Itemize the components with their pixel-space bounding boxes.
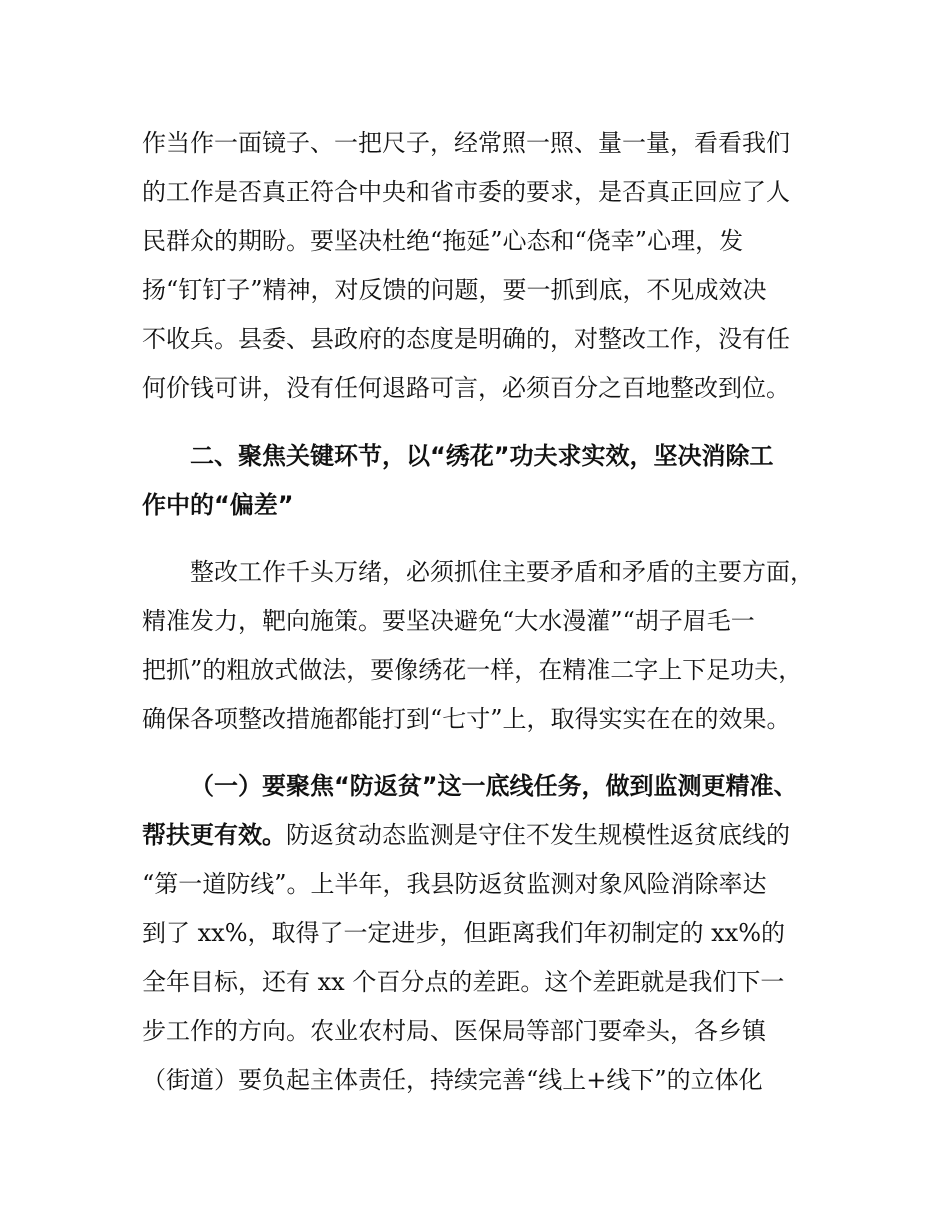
paragraph-3-line-1 [142, 817, 790, 853]
subsection-heading-tail: 帮扶更有效。 [142, 821, 286, 849]
paragraph-3-line-4: 全年目标，还有 xx 个百分点的差距。这个差距就是我们下一 [142, 968, 785, 996]
paragraph-3-line-2: “第一道防线”。上半年，我县防返贫监测对象风险消除率达 [142, 870, 767, 898]
paragraph-1-line-3: 民群众的期盼。要坚决杜绝“拖延”心态和“侥幸”心理，发 [142, 227, 744, 255]
section-heading-line-2: 作中的“偏差” [142, 491, 294, 519]
subsection-heading-line: （一）要聚焦“防返贫”这一底线任务，做到监测更精准、 [190, 772, 798, 800]
paragraph-3-line-5: 步工作的方向。农业农村局、医保局等部门要牵头，各乡镇 [142, 1017, 766, 1045]
paragraph-3-line-3: 到了 xx%，取得了一定进步，但距离我们年初制定的 xx%的 [142, 919, 786, 947]
paragraph-3-line-6: （街道）要负起主体责任，持续完善“线上+线下”的立体化 [142, 1066, 763, 1094]
paragraph-2-line-4: 确保各项整改措施都能打到“七寸”上，取得实实在在的效果。 [142, 705, 791, 733]
section-heading-line-1: 二、聚焦关键环节，以“绣花”功夫求实效，坚决消除工 [190, 442, 774, 470]
paragraph-1-line-1: 作当作一面镜子、一把尺子，经常照一照、量一量，看看我们 [142, 129, 790, 157]
paragraph-1-line-6: 何价钱可讲，没有任何退路可言，必须百分之百地整改到位。 [142, 374, 790, 402]
paragraph-3-line-1-text: 防返贫动态监测是守住不发生规模性返贫底线的 [286, 821, 790, 849]
paragraph-2-line-2: 精准发力，靶向施策。要坚决避免“大水漫灌”“胡子眉毛一 [142, 607, 755, 635]
paragraph-1-line-5: 不收兵。县委、县政府的态度是明确的，对整改工作，没有任 [142, 325, 790, 353]
paragraph-2-line-1: 整改工作千头万绪，必须抓住主要矛盾和矛盾的主要方面， [190, 558, 814, 586]
paragraph-1-line-2: 的工作是否真正符合中央和省市委的要求，是否真正回应了人 [142, 178, 790, 206]
paragraph-1-line-4: 扬“钉钉子”精神，对反馈的问题，要一抓到底，不见成效决 [142, 276, 767, 304]
paragraph-2-line-3: 把抓”的粗放式做法，要像绣花一样，在精准二字上下足功夫， [142, 656, 803, 684]
